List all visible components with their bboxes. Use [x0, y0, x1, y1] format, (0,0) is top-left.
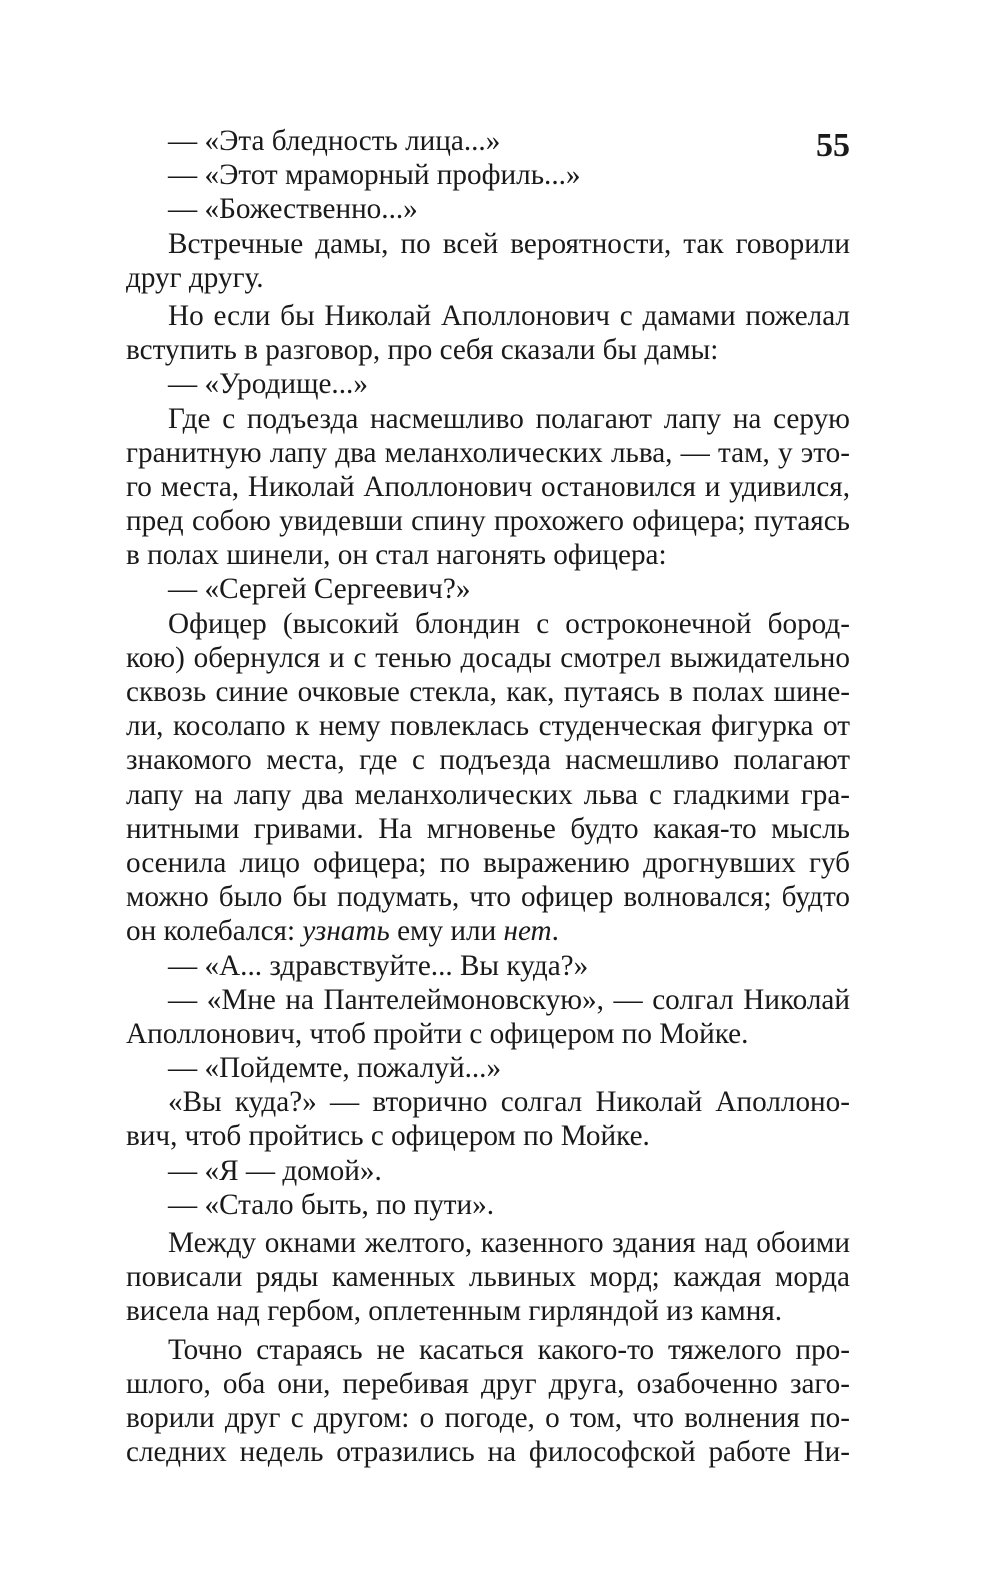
italic-word: нет [503, 915, 552, 948]
text-line: друг другу. [126, 261, 264, 294]
text-line: в полах шинели, он стал нагонять офицера: [126, 539, 667, 572]
text-run: ему или [389, 915, 504, 948]
text-line: ли, косолапо к нему повлеклась студенческая фигурка от [126, 710, 850, 743]
text-line: гранитную лапу два меланхолических льва, — там, у это- [126, 436, 850, 469]
text-line: — «Я — домой». [168, 1154, 382, 1187]
text-line: Но если бы Николай Аполлонович с дамами пожелал [168, 299, 850, 332]
page-text [126, 124, 850, 1469]
text-line: повисали ряды каменных львиных морд; каждая морда [126, 1261, 850, 1294]
text-line: шлого, оба они, перебивая друг друга, озабоченно заго- [126, 1367, 850, 1400]
text-line: — «Пойдемте, пожалуй...» [168, 1052, 502, 1085]
page-number: 55 [816, 127, 850, 164]
text-line: го места, Николай Аполлонович остановился и удивился, [126, 470, 850, 503]
text-line: — «А... здравствуйте... Вы куда?» [168, 949, 589, 982]
text-line: Между окнами желтого, казенного здания над обоими [168, 1227, 850, 1259]
text-line: — «Стало быть, по пути». [168, 1188, 495, 1221]
text-line: Где с подъезда насмешливо полагают лапу на серую [168, 402, 850, 435]
text-line: — «Мне на Пантелеймоновскую», — солгал Николай [168, 983, 850, 1016]
text-line: ворили друг с другом: о погоде, о том, что волнения по- [126, 1401, 850, 1434]
text-line: — «Божественно...» [168, 193, 418, 226]
text-line: лапу на лапу два меланхолических льва с гладкими гра- [126, 778, 850, 811]
text-line [126, 914, 850, 948]
text-line: Аполлонович, чтоб пройти с офицером по Мойке. [126, 1017, 749, 1050]
text-line: кою) обернулся и с тенью досады смотрел выжидательно [126, 641, 850, 674]
text-line: — «Этот мраморный профиль...» [168, 159, 581, 192]
text-line: нитными гривами. На мгновенье будто какая-то мысль [126, 812, 850, 845]
italic-word: узнать [302, 915, 390, 948]
text-line: Встречные дамы, по всей вероятности, так говорили [168, 227, 850, 260]
text-line: Офицер (высокий блондин с остроконечной бород- [168, 607, 850, 640]
text-line: вич, чтоб пройтись с офицером по Мойке. [126, 1120, 650, 1153]
text-line: пред собою увидевши спину прохожего офицера; путаясь [126, 505, 850, 538]
text-line: сквозь синие очковые стекла, как, путаясь в полах шине- [126, 676, 850, 708]
text-line: Точно стараясь не касаться какого-то тяжелого про- [168, 1333, 850, 1366]
text-line: знакомого места, где с подъезда насмешливо полагают [126, 744, 850, 777]
text-line: — «Эта бледность лица...» [168, 125, 501, 157]
text-line: вступить в разговор, про себя сказали бы дамы: [126, 334, 719, 367]
text-line: висела над гербом, оплетенным гирляндой из камня. [126, 1295, 783, 1328]
text-run: . [551, 915, 559, 948]
text-line: — «Уродище...» [168, 368, 368, 401]
text-line: — «Сергей Сергеевич?» [168, 573, 471, 606]
text-line: следних недель отразились на философской работе Ни- [126, 1436, 850, 1469]
text-line: можно было бы подумать, что офицер волновался; будто [126, 881, 850, 914]
text-run: он колебался: [126, 915, 303, 948]
text-line: «Вы куда?» — вторично солгал Николай Аполлоно- [168, 1086, 850, 1119]
text-line: осенила лицо офицера; по выражению дрогнувших губ [126, 846, 850, 879]
